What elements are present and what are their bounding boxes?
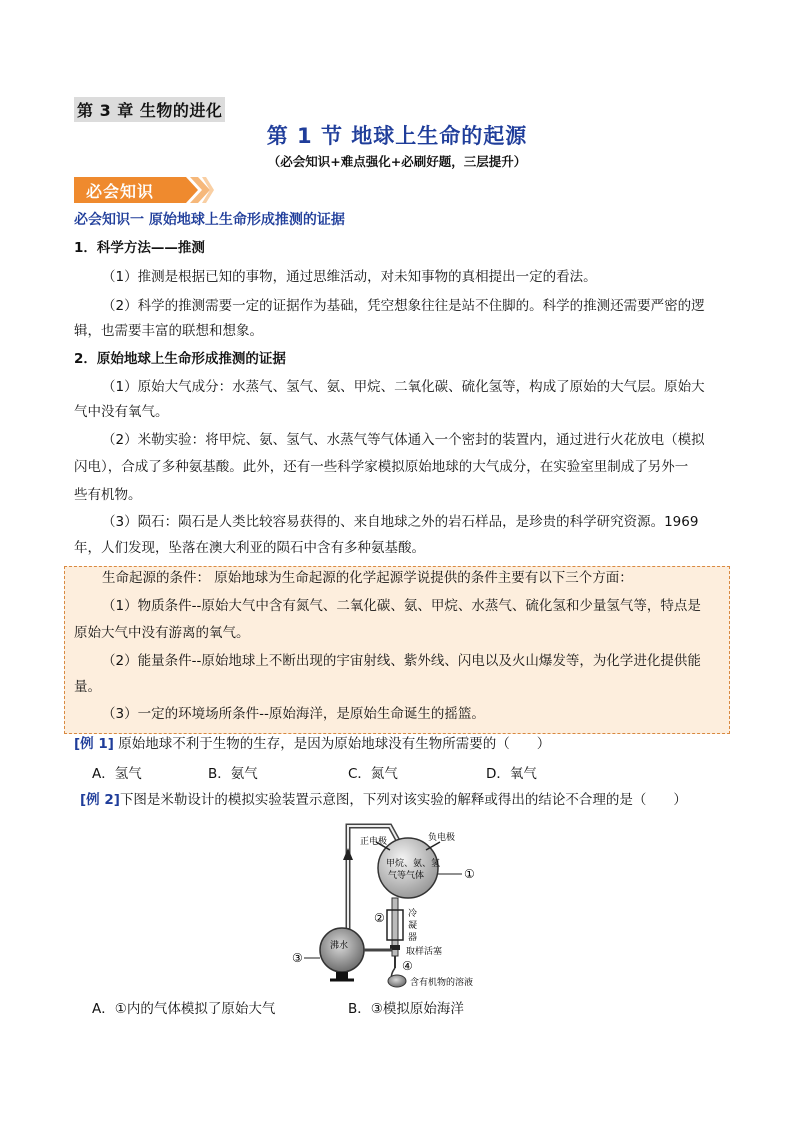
label-circle-3: ③ — [292, 951, 303, 965]
example-2-stem: 下图是米勒设计的模拟实验装置示意图，下列对该实验的解释或得出的结论不合理的是（ ） — [119, 792, 687, 808]
s2-p3b: 年，人们发现，坠落在澳大利亚的陨石中含有多种氨基酸。 — [74, 540, 425, 556]
label-circle-1: ① — [464, 867, 475, 881]
s1-p2b: 辑，也需要丰富的联想和想象。 — [74, 323, 263, 339]
section-title: 第 1 节 地球上生命的起源 — [266, 124, 528, 148]
s2-p2a: （2）米勒实验：将甲烷、氨、氢气、水蒸气等气体通入一个密封的装置内，通过进行火花放电（模拟 — [102, 432, 705, 448]
s1-p2a: （2）科学的推测需要一定的证据作为基础，凭空想象往往是站不住脚的。科学的推测还需要严密的逻 — [102, 298, 705, 314]
example-1-stem: 原始地球不利于生物的生存，是因为原始地球没有生物所需要的（ ） — [118, 736, 551, 752]
box-line-6: （3）一定的环境场所条件--原始海洋，是原始生命诞生的摇篮。 — [102, 706, 485, 722]
example-2-option-b[interactable]: B．③模拟原始海洋 — [348, 1001, 464, 1017]
box-line-1: 生命起源的条件： 原始地球为生命起源的化学起源学说提供的条件主要有以下三个方面： — [102, 570, 633, 586]
label-condenser-3: 器 — [408, 933, 418, 943]
example-2 — [80, 790, 687, 810]
label-condenser-2: 凝 — [408, 921, 418, 931]
label-gas-line-2: 气等气体 — [388, 871, 425, 881]
label-positive-electrode: 正电极 — [360, 837, 388, 847]
label-boiling-water: 沸水 — [330, 941, 349, 951]
example-1 — [74, 734, 550, 754]
s2-heading: 2．原始地球上生命形成推测的证据 — [74, 351, 286, 367]
s2-p2b: 闪电），合成了多种氨基酸。此外，还有一些科学家模拟原始地球的大气成分，在实验室里制成了另外一 — [74, 459, 689, 475]
label-organic-solution: 含有机物的溶液 — [410, 978, 474, 988]
label-circle-2: ② — [374, 911, 385, 925]
s1-p1: （1）推测是根据已知的事物，通过思维活动，对未知事物的真相提出一定的看法。 — [102, 269, 597, 285]
s2-p1a: （1）原始大气成分：水蒸气、氢气、氨、甲烷、二氧化碳、硫化氢等，构成了原始的大气层。原始大 — [102, 379, 705, 395]
label-negative-electrode: 负电极 — [428, 833, 456, 843]
s1-heading: 1．科学方法——推测 — [74, 240, 205, 256]
example-1-label: [例 1] — [74, 736, 114, 752]
example-1-option-a[interactable]: A．氢气 — [92, 766, 142, 782]
chapter-heading: 第 3 章 生物的进化 — [74, 97, 225, 122]
box-line-5: 量。 — [74, 679, 101, 695]
must-know-badge — [74, 177, 214, 203]
example-2-label: [例 2] — [80, 792, 120, 808]
example-1-option-c[interactable]: C．氮气 — [348, 766, 398, 782]
knowledge-point-heading: 必会知识一 原始地球上生命形成推测的证据 — [74, 212, 345, 228]
example-1-option-b[interactable]: B．氨气 — [208, 766, 258, 782]
box-line-2: （1）物质条件--原始大气中含有氮气、二氧化碳、氨、甲烷、水蒸气、硫化氢和少量氢气等，特点是 — [102, 598, 701, 614]
badge-label: 必会知识 — [86, 182, 155, 201]
miller-apparatus-diagram — [290, 818, 510, 993]
box-line-3: 原始大气中没有游离的氧气。 — [74, 625, 250, 641]
s2-p3a: （3）陨石：陨石是人类比较容易获得的、来自地球之外的岩石样品，是珍贵的科学研究资源。1969 — [102, 514, 699, 530]
label-gas-line-1: 甲烷、氨、氢 — [386, 859, 441, 869]
box-line-4: （2）能量条件--原始地球上不断出现的宇宙射线、紫外线、闪电以及火山爆发等，为化学进化提供能 — [102, 653, 701, 669]
s2-p1b: 气中没有氧气。 — [74, 404, 169, 420]
section-subtitle: （必会知识+难点强化+必刷好题，三层提升） — [267, 154, 527, 169]
s2-p2c: 些有机物。 — [74, 487, 142, 503]
example-1-option-d[interactable]: D．氧气 — [486, 766, 537, 782]
example-2-option-a[interactable]: A．①内的气体模拟了原始大气 — [92, 1001, 276, 1017]
label-circle-4: ④ — [402, 959, 413, 973]
label-sampling-valve: 取样活塞 — [406, 947, 443, 957]
label-condenser-1: 冷 — [408, 909, 418, 919]
